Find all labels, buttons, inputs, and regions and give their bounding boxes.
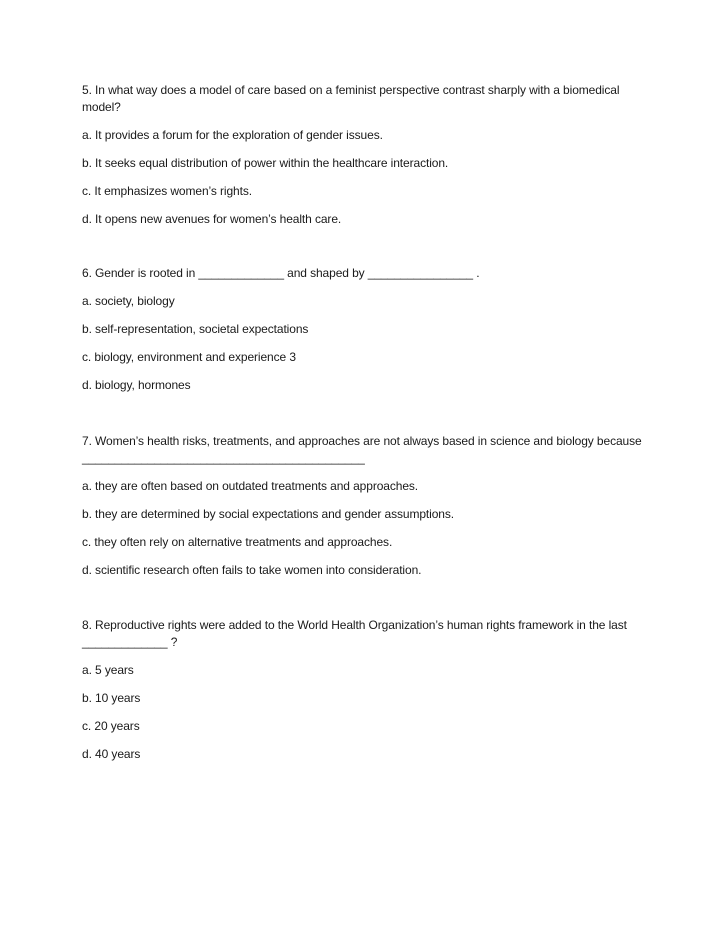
question-stem: 6. Gender is rooted in _____________ and shaped by ________________ . [82, 266, 480, 280]
answer-option-d: d. biology, hormones [82, 378, 191, 392]
answer-option-c: c. 20 years [82, 719, 140, 733]
question-6 [82, 265, 642, 394]
answer-option-d: d. It opens new avenues for women’s health care. [82, 212, 342, 226]
answer-option-a: a. 5 years [82, 663, 134, 677]
question-5 [82, 82, 642, 228]
question-7 [82, 433, 642, 579]
answer-option-c: c. they often rely on alternative treatments and approaches. [82, 535, 393, 549]
answer-option-a: a. It provides a forum for the exploration of gender issues. [82, 128, 383, 142]
answer-option-b: b. 10 years [82, 691, 141, 705]
answer-option-d: d. scientific research often fails to take women into consideration. [82, 563, 422, 577]
answer-option-d: d. 40 years [82, 747, 141, 761]
answer-option-c: c. biology, environment and experience 3 [82, 350, 296, 364]
answer-option-c: c. It emphasizes women’s rights. [82, 184, 252, 198]
answer-option-a: a. society, biology [82, 294, 175, 308]
answer-option-a: a. they are often based on outdated treatments and approaches. [82, 479, 419, 493]
answer-option-b: b. It seeks equal distribution of power within the healthcare interaction. [82, 156, 449, 170]
question-stem: 5. In what way does a model of care based on a feminist perspective contrast sharply with a biomedical model? [82, 83, 620, 114]
answer-option-b: b. self-representation, societal expectations [82, 322, 309, 336]
question-8 [82, 617, 642, 763]
question-stem: 7. Women’s health risks, treatments, and approaches are not always based in science and biology because ___________________________________________ [82, 434, 642, 465]
answer-option-b: b. they are determined by social expectations and gender assumptions. [82, 507, 454, 521]
question-stem: 8. Reproductive rights were added to the World Health Organization’s human rights framework in the last _____________ ? [82, 618, 627, 649]
